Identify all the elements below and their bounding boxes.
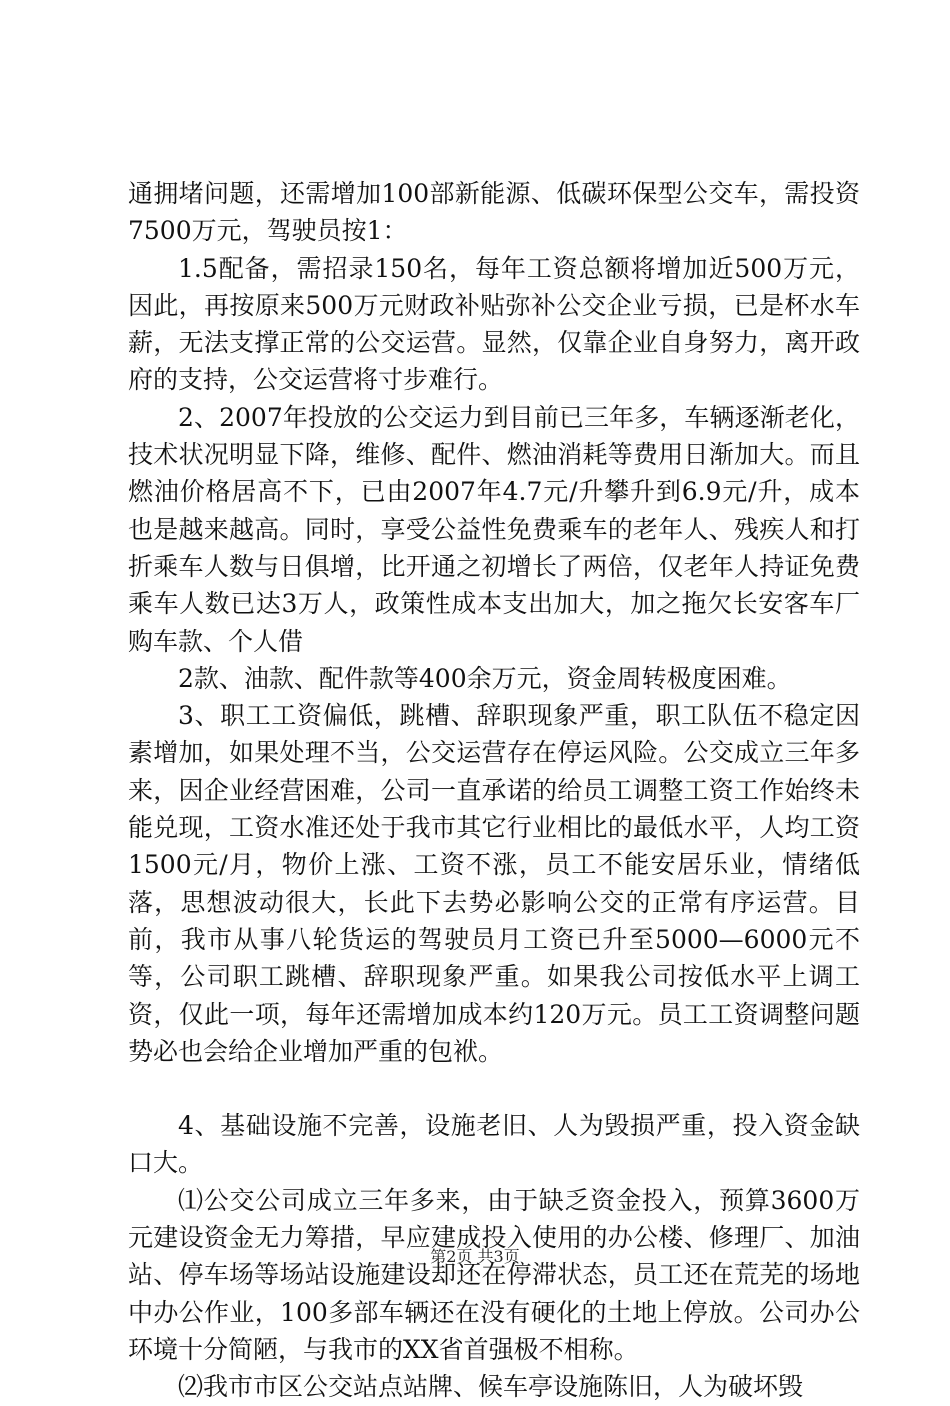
paragraph-2: 1.5配备，需招录150名，每年工资总额将增加近500万元，因此，再按原来500万元财政补贴弥补公交企业亏损，已是杯水车薪，无法支撑正常的公交运营。显然，仅靠企业自身努力，离开政府的支持，公交运营将寸步难行。 (128, 253, 860, 395)
paragraph-5: 3、职工工资偏低，跳槽、辞职现象严重，职工队伍不稳定因素增加，如果处理不当，公交运营存在停运风险。公交成立三年多来，因企业经营困难，公司一直承诺的给员工调整工资工作始终未能兑现，工资水准还处于我市其它行业相比的最低水平，人均工资1500元/月，物价上涨、工资不涨，员工不能安居乐业，情绪低落，思想波动很大，长此下去势必影响公交的正常有序运营。目前，我市从事八轮货运的驾驶员月工资已升至5000—6000元不等，公司职工跳槽、辞职现象严重。如果我公司按低水平上调工资，仅此一项，每年还需增加成本约120万元。员工工资调整问题势必也会给企业增加严重的包袱。 (128, 701, 860, 1066)
page-footer (0, 1244, 950, 1267)
page-number-label: 第2页 共3页 (430, 1247, 520, 1266)
paragraph-8: ⑵我市市区公交站点站牌、候车亭设施陈旧，人为破坏毁 (178, 1372, 804, 1402)
paragraph-1: 通拥堵问题，还需增加100部新能源、低碳环保型公交车，需投资7500万元，驾驶员按1： (128, 179, 860, 246)
paragraph-3: 2、2007年投放的公交运力到目前已三年多，车辆逐渐老化，技术状况明显下降，维修、配件、燃油消耗等费用日渐加大。而且燃油价格居高不下，已由2007年4.7元/升攀升到6.9元/升，成本也是越来越高。同时，享受公益性免费乘车的老年人、残疾人和打折乘车人数与日俱增，比开通之初增长了两倍，仅老年人持证免费乘车人数已达3万人，政策性成本支出加大，加之拖欠长安客车厂购车款、个人借 (128, 402, 860, 656)
paragraph-7: ⑴公交公司成立三年多来，由于缺乏资金投入，预算3600万元建设资金无力筹措，早应建成投入使用的办公楼、修理厂、加油站、停车场等场站设施建设却还在停滞状态，员工还在荒芜的场地中办公作业，100多部车辆还在没有硬化的土地上停放。公司办公环境十分简陋，与我市的XX省首强极不相称。 (128, 1185, 860, 1364)
paragraph-6: 4、基础设施不完善，设施老旧、人为毁损严重，投入资金缺口大。 (128, 1111, 860, 1178)
paragraph-4: 2款、油款、配件款等400余万元，资金周转极度困难。 (178, 663, 792, 693)
document-body (128, 175, 860, 1406)
